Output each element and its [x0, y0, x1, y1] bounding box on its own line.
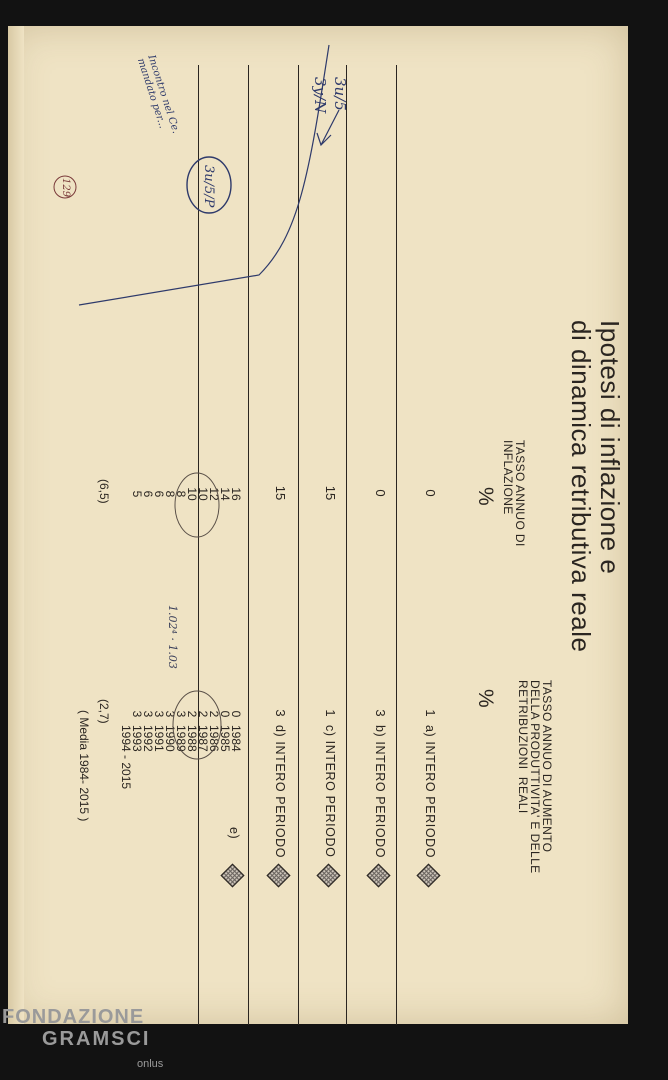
growth-1988: 2 — [185, 710, 199, 718]
row-d-label: d) INTERO PERIODO — [273, 725, 287, 859]
inflation-1993: 5 — [130, 490, 144, 498]
row-b-growth: 3 — [373, 709, 388, 717]
inflation-1992: 6 — [141, 490, 155, 498]
inflation-1990: 8 — [163, 490, 177, 498]
year-1988: 1988 — [185, 725, 199, 752]
fondazione-gramsci-logo — [2, 1006, 164, 1070]
logo-line-2: GRAMSCI — [42, 1028, 151, 1050]
col2-percent: % — [474, 689, 497, 708]
row-e-label: e) — [227, 827, 241, 840]
growth-1987: 2 — [196, 710, 210, 718]
col2-header: TASSO ANNUO DI AUMENTO DELLA PRODUTTIVITA' E DELLE RETRIBUZIONI REALI — [516, 680, 554, 874]
growth-1990: 3 — [163, 710, 177, 718]
row-c-label: c) INTERO PERIODO — [323, 725, 337, 858]
arrow-mark — [317, 110, 339, 145]
average-label: ( Media 1984- 2015 ) — [77, 710, 91, 822]
hand-boxed-note: 3u/5/P — [201, 165, 216, 208]
year-1987: 1987 — [196, 725, 210, 752]
year-1985: 1985 — [218, 725, 232, 752]
year-1984: 1984 — [229, 725, 243, 752]
growth-1986: 2 — [207, 710, 221, 718]
growth-1992: 3 — [141, 710, 155, 718]
pencil-marks — [19, 35, 639, 1035]
hand-margin-note: Incontro nel Ce. mandato per... — [134, 53, 182, 135]
logo-line-1: FONDAZIONE — [2, 1006, 145, 1028]
col1-percent: % — [474, 487, 497, 506]
inflation-1988: 10 — [185, 487, 199, 501]
hand-circle-inflation — [175, 473, 219, 537]
inflation-1991: 6 — [152, 490, 166, 498]
col1-header: TASSO ANNUO DI INFLAZIONE — [501, 440, 527, 547]
row-a-growth: 1 — [423, 709, 438, 717]
year-1993: 1993 — [130, 725, 144, 752]
year-1992: 1992 — [141, 725, 155, 752]
year-1991: 1991 — [152, 725, 166, 752]
title-line-1: Ipotesi di inflazione e — [595, 320, 625, 575]
growth-1993: 3 — [130, 710, 144, 718]
row-c-inflation: 15 — [323, 485, 338, 501]
inflation-1987: 10 — [196, 487, 210, 501]
average-inflation: (6,5) — [97, 479, 111, 504]
growth-1984: 0 — [229, 710, 243, 718]
hand-circle-growth — [173, 691, 221, 759]
page-number: 129 — [60, 178, 71, 198]
row-d-growth: 3 — [273, 709, 288, 717]
row-a-label: a) INTERO PERIODO — [423, 725, 437, 859]
average-growth: (2,7) — [97, 699, 111, 724]
year-1990: 1990 — [163, 725, 177, 752]
row-b-inflation: 0 — [373, 489, 388, 497]
year-1989: 1989 — [174, 725, 188, 752]
growth-1989: 3 — [174, 710, 188, 718]
inflation-1986: 12 — [207, 487, 221, 501]
hand-note-b: 3y/N — [311, 77, 329, 114]
growth-1991: 3 — [152, 710, 166, 718]
inflation-1985: 14 — [218, 487, 232, 501]
row-a-inflation: 0 — [423, 489, 438, 497]
title-line-2: di dinamica retributiva reale — [566, 320, 596, 653]
row-b-label: b) INTERO PERIODO — [373, 725, 387, 859]
inflation-1984: 16 — [229, 487, 243, 501]
row-c-growth: 1 — [323, 709, 338, 717]
row-d-inflation: 15 — [273, 485, 288, 501]
logo-sub: onlus — [137, 1058, 164, 1070]
growth-1985: 0 — [218, 710, 232, 718]
year-1994-2015: 1994 - 2015 — [119, 725, 133, 790]
hand-formula: 1.02⁴ · 1.03 — [166, 605, 179, 669]
year-1986: 1986 — [207, 725, 221, 752]
hand-note-a: 3u/5 — [331, 77, 349, 111]
rotated-content — [19, 35, 639, 1035]
inflation-1989: 8 — [174, 490, 188, 498]
